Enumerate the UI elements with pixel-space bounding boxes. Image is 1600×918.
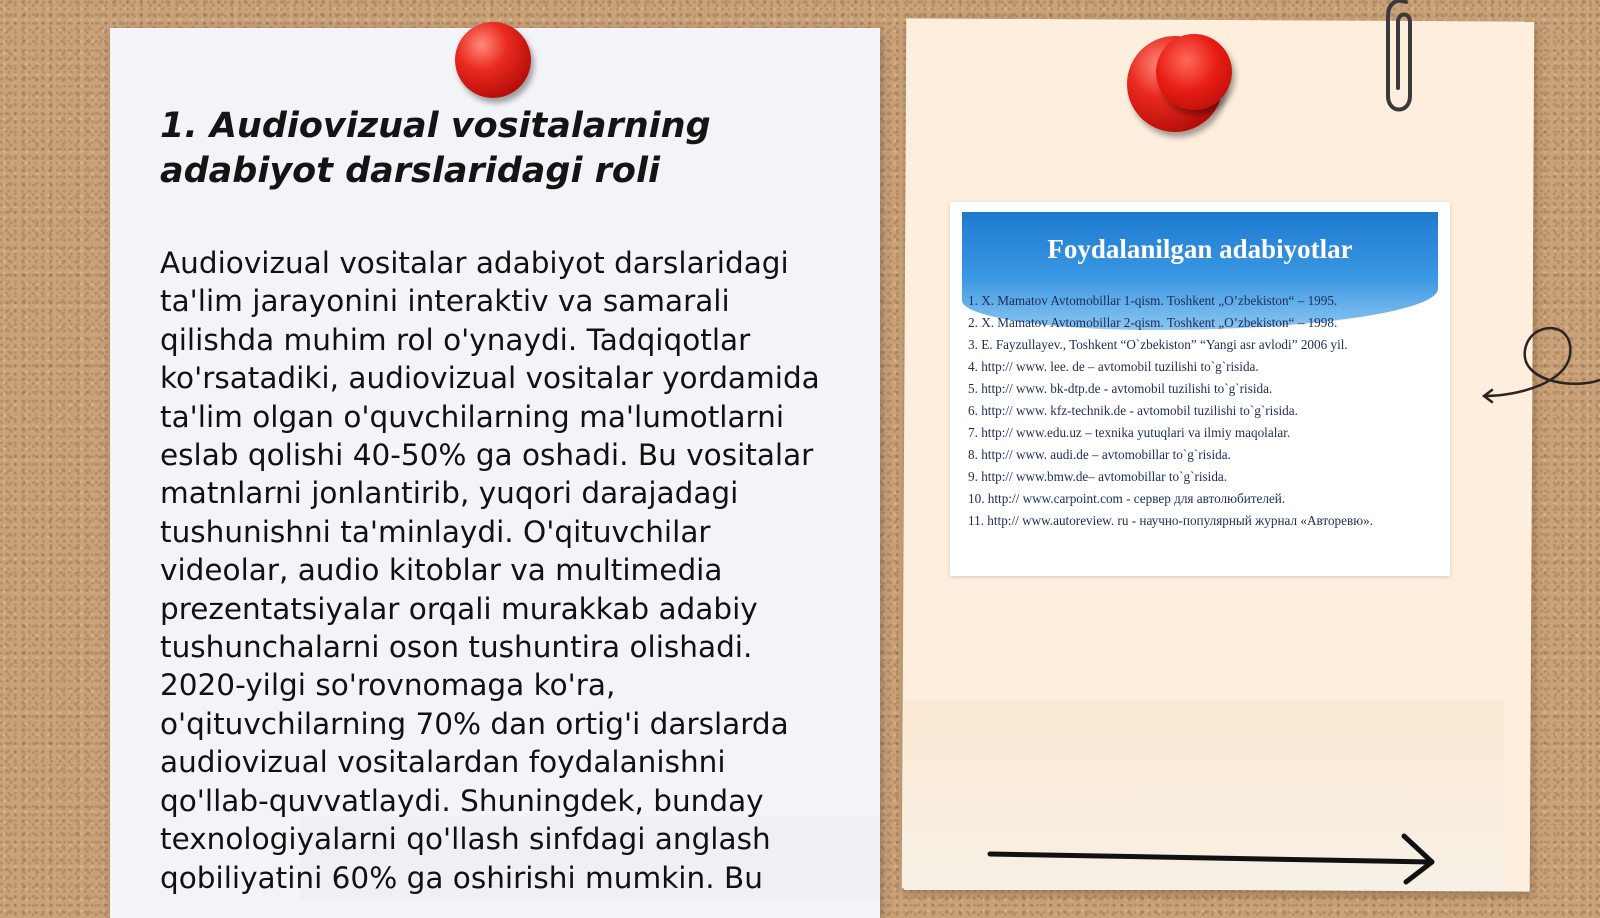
body-paragraph: Audiovizual vositalar adabiyot darslaridagi ta'lim jarayonini interaktiv va samarali qilishda muhim rol o'ynaydi. Tadqiqotlar ko'rsatadiki, audiovizual vositalar yordamida ta'lim olgan o'quvchilarning ma'lumotlarni eslab qolishi 40-50% ga oshadi. Bu vositalar matnlarni jonlantirib, yuqori darajadagi tushunishni ta'minlaydi. O'qituvchilar videolar, audio kitoblar va multimedia prezentatsiyalar orqali murakkab adabiy tushunchalarni oson tushuntira olishadi. 2020-yilgi so'rovnomaga ko'ra, o'qituvchilarning 70% dan ortig'i darslarda audiovizual vositalardan foydalanishni qo'llab-quvvatlaydi. Shuningdek, bunday texnologiyalarni qo'llash sinfdagi anglash qobiliyatini 60% ga oshirishi mumkin. Bu bbox=[160, 246, 820, 895]
reference-item: 11. http:// www.autoreview. ru - научно-популярный журнал «Авторевю». bbox=[968, 513, 1373, 528]
references-list bbox=[968, 290, 1446, 532]
reference-item: 3. E. Fayzullayev., Toshkent “O`zbekiston” “Yangi asr avlodi” 2006 yil. bbox=[968, 337, 1348, 352]
reference-item: 6. http:// www. kfz-technik.de - avtomobil tuzilishi to`g`risida. bbox=[968, 403, 1298, 418]
reference-item: 9. http:// www.bmw.de– avtomobillar to`g`risida. bbox=[968, 469, 1228, 484]
push-pin-icon bbox=[455, 22, 531, 98]
push-pin-icon bbox=[1156, 34, 1232, 110]
paperclip-icon bbox=[1376, 0, 1420, 124]
references-slide bbox=[950, 202, 1450, 576]
reference-item: 5. http:// www. bk-dtp.de - avtomobil tuzilishi to`g`risida. bbox=[968, 381, 1273, 396]
reference-item: 10. http:// www.carpoint.com - сервер для автолюбителей. bbox=[968, 491, 1286, 506]
reference-item: 4. http:// www. lee. de – avtomobil tuzilishi to`g`risida. bbox=[968, 359, 1259, 374]
reference-item: 7. http:// www.edu.uz – texnika yutuqlari va ilmiy maqolalar. bbox=[968, 425, 1291, 440]
arrow-right-icon bbox=[980, 826, 1450, 886]
loop-arrow-doodle bbox=[1480, 310, 1600, 410]
reference-item: 2. X. Mamatov Avtomobillar 2-qism. Toshkent „O’zbekiston“ – 1998. bbox=[968, 315, 1338, 330]
slide-title: Foydalanilgan adabiyotlar bbox=[1047, 234, 1353, 264]
page-title: 1. Audiovizual vositalarning adabiyot darslaridagi roli bbox=[160, 106, 711, 191]
reference-item: 8. http:// www. audi.de – avtomobillar to`g`risida. bbox=[968, 447, 1231, 462]
reference-item: 1. X. Mamatov Avtomobillar 1-qism. Toshkent „O’zbekiston“ – 1995. bbox=[968, 293, 1338, 308]
